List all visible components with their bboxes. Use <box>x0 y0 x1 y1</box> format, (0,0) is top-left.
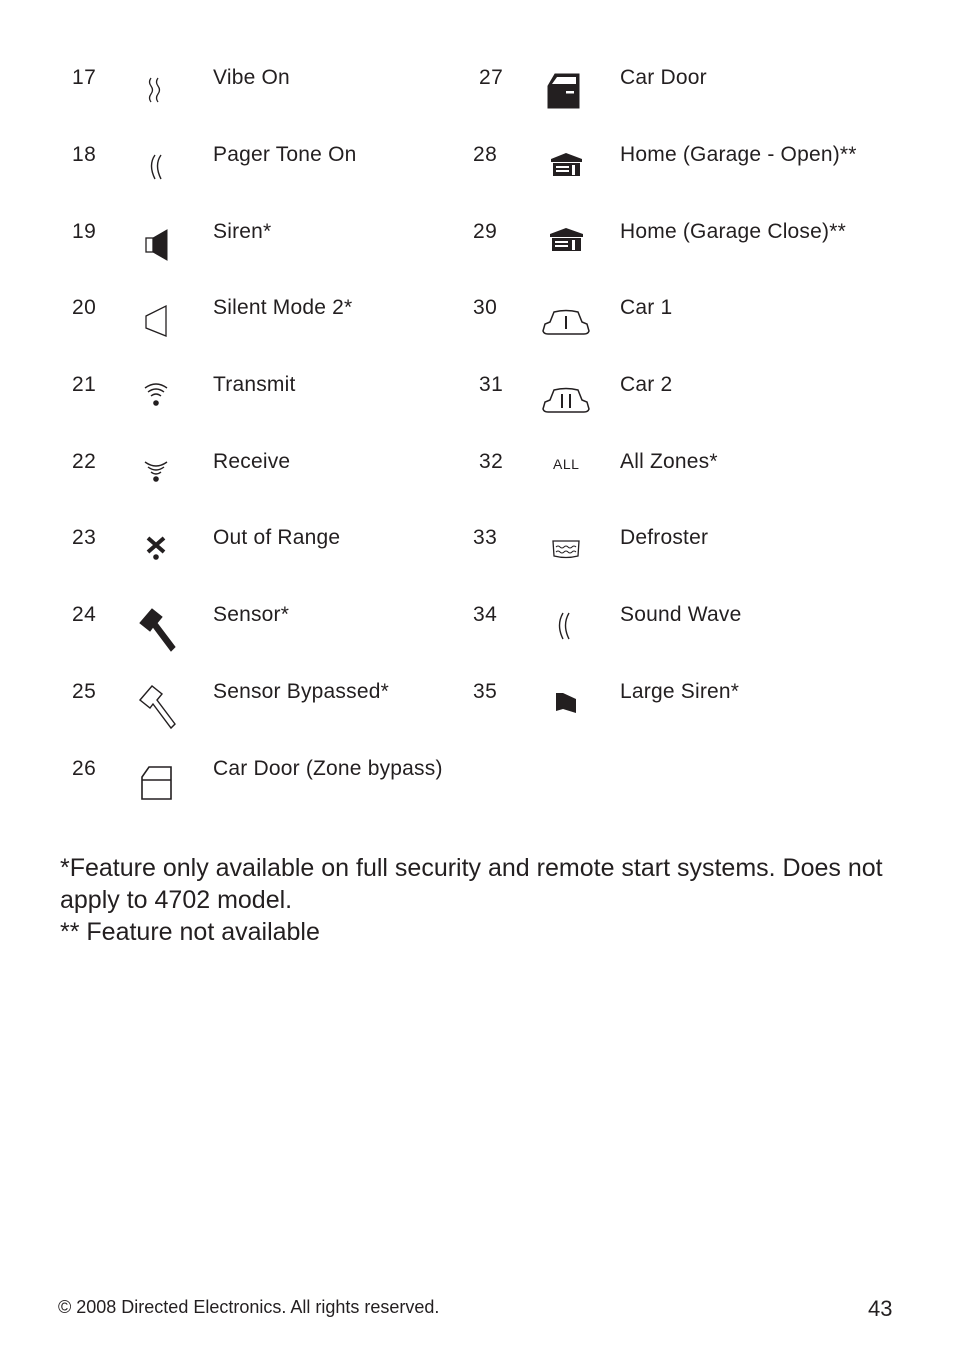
item-number: 30 <box>473 296 498 319</box>
item-label: Sensor Bypassed* <box>213 680 389 703</box>
item-label: Receive <box>213 450 291 473</box>
item-label: Car Door (Zone bypass) <box>213 757 443 780</box>
footnote-single-asterisk: *Feature only available on full security and remote start systems. Does not apply to 4702 model. <box>60 854 883 914</box>
all-zones-icon <box>541 448 591 502</box>
footnote-double-asterisk: ** Feature not available <box>60 918 320 946</box>
item-number: 27 <box>479 66 504 89</box>
item-number: 28 <box>473 143 498 166</box>
large-siren-icon <box>541 678 591 732</box>
item-label: Home (Garage Close)** <box>620 220 846 243</box>
item-number: 35 <box>473 680 498 703</box>
car-door-zone-bypass-icon <box>131 755 181 809</box>
out-of-range-icon <box>131 524 181 578</box>
item-label: Transmit <box>213 373 296 396</box>
item-number: 17 <box>72 66 97 89</box>
page-number: 43 <box>868 1296 893 1321</box>
item-number: 29 <box>473 220 498 243</box>
receive-icon <box>131 448 181 502</box>
item-number: 22 <box>72 450 97 473</box>
car-door-icon <box>541 64 591 118</box>
item-label: Out of Range <box>213 526 341 549</box>
item-number: 26 <box>72 757 97 780</box>
item-label: Pager Tone On <box>213 143 357 166</box>
item-number: 24 <box>72 603 97 626</box>
item-label: All Zones* <box>620 450 718 473</box>
defroster-icon <box>541 524 591 578</box>
item-label: Car Door <box>620 66 707 89</box>
sensor-icon <box>131 601 181 655</box>
item-label: Car 2 <box>620 373 673 396</box>
item-number: 31 <box>479 373 504 396</box>
footnotes <box>60 852 910 948</box>
pager-tone-icon <box>131 141 181 195</box>
garage-open-icon <box>541 141 591 195</box>
item-number: 18 <box>72 143 97 166</box>
car-2-icon <box>541 371 591 425</box>
item-number: 23 <box>72 526 97 549</box>
item-number: 20 <box>72 296 97 319</box>
item-number: 25 <box>72 680 97 703</box>
item-label: Car 1 <box>620 296 673 319</box>
item-label: Home (Garage - Open)** <box>620 143 857 166</box>
garage-close-icon <box>541 218 591 272</box>
item-label: Silent Mode 2* <box>213 296 353 319</box>
item-number: 19 <box>72 220 97 243</box>
item-label: Defroster <box>620 526 709 549</box>
copyright-text: © 2008 Directed Electronics. All rights reserved. <box>58 1297 440 1317</box>
sensor-bypassed-icon <box>131 678 181 732</box>
item-label: Sensor* <box>213 603 290 626</box>
item-number: 33 <box>473 526 498 549</box>
silent-mode-icon <box>131 294 181 348</box>
transmit-icon <box>131 371 181 425</box>
item-label: Siren* <box>213 220 272 243</box>
item-number: 34 <box>473 603 498 626</box>
vibe-icon <box>131 64 181 118</box>
sound-wave-icon <box>541 601 591 655</box>
siren-icon <box>131 218 181 272</box>
item-number: 21 <box>72 373 97 396</box>
item-label: Vibe On <box>213 66 290 89</box>
item-label: Large Siren* <box>620 680 740 703</box>
item-number: 32 <box>479 450 504 473</box>
car-1-icon <box>541 294 591 348</box>
item-label: Sound Wave <box>620 603 742 626</box>
all-zones-text: ALL <box>553 456 580 472</box>
